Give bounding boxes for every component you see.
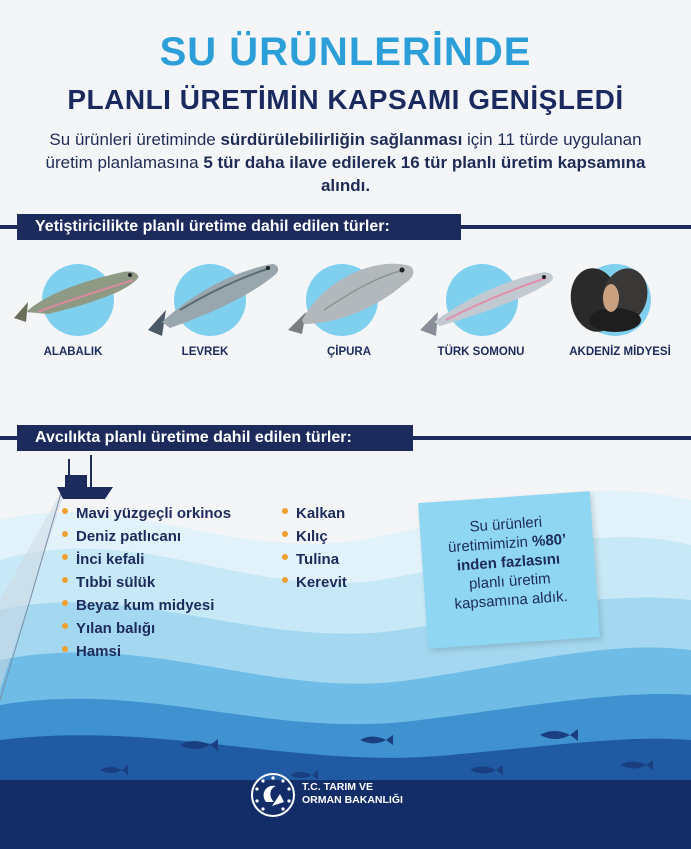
- species-label: ALABALIK: [43, 346, 103, 358]
- fishing-list-left: [62, 502, 282, 663]
- note-line2a: üretimimizin: [447, 533, 533, 557]
- note-text: [418, 491, 597, 616]
- turkish-salmon-icon: [416, 250, 556, 350]
- list-item: Kerevit: [282, 571, 402, 594]
- aquaculture-band: [17, 214, 461, 240]
- intro-part2: sürdürülebilirliğin sağlanması: [220, 130, 463, 149]
- fishing-list-right: [282, 502, 402, 594]
- list-item: Deniz patlıcanı: [62, 525, 282, 548]
- list-item: Kılıç: [282, 525, 402, 548]
- note-line4: planlı üretim: [468, 570, 552, 593]
- list-item: İnci kefali: [62, 548, 282, 571]
- species-cipura: [284, 250, 414, 360]
- highlight-note: [418, 491, 600, 649]
- ministry-name: [302, 781, 403, 807]
- trout-icon: [8, 250, 143, 350]
- species-alabalik: [8, 250, 138, 360]
- title-line1: SU ÜRÜNLERİNDE: [159, 30, 532, 74]
- title-line2: PLANLI ÜRETİMİN KAPSAMI GENİŞLEDİ: [67, 84, 624, 115]
- aquaculture-heading: Yetiştiricilikte planlı üretime dahil edilen türler:: [35, 218, 390, 235]
- species-label: AKDENİZ MİDYESİ: [569, 346, 671, 358]
- species-levrek: [140, 250, 270, 360]
- intro-part1: Su ürünleri üretiminde: [49, 130, 221, 149]
- species-label: TÜRK SOMONU: [437, 346, 525, 358]
- list-item: Hamsi: [62, 640, 282, 663]
- species-akdeniz-midyesi: [555, 250, 685, 360]
- species-turk-somonu: [416, 250, 546, 360]
- list-item: Beyaz kum midyesi: [62, 594, 282, 617]
- intro-part3: için 11 türde uygulanan üretim planlamasına: [45, 130, 642, 172]
- list-item: Yılan balığı: [62, 617, 282, 640]
- fishing-band: [17, 425, 413, 451]
- note-line1: Su ürünleri: [469, 513, 543, 536]
- note-line3-bold: inden fazlasını: [456, 550, 561, 575]
- list-item: Tıbbi sülük: [62, 571, 282, 594]
- fishing-boat-icon: [55, 455, 115, 503]
- species-label: ÇİPURA: [326, 346, 372, 358]
- ministry-emblem-icon: [250, 772, 296, 818]
- fishing-heading: Avcılıkta planlı üretime dahil edilen türler:: [35, 429, 352, 446]
- intro-part4: 5 tür daha ilave edilerek 16 tür planlı üretim kapsamına alındı.: [203, 153, 646, 195]
- list-item: Kalkan: [282, 502, 402, 525]
- mussel-icon: [555, 250, 685, 350]
- seabream-icon: [284, 250, 419, 350]
- ministry-line2: ORMAN BAKANLIĞI: [302, 794, 403, 806]
- list-item: Tulina: [282, 548, 402, 571]
- note-line2b: %80’: [531, 530, 567, 551]
- intro-text: [40, 128, 651, 197]
- list-item: Mavi yüzgeçli orkinos: [62, 502, 282, 525]
- seabass-icon: [140, 250, 280, 350]
- ministry-line1: T.C. TARIM VE: [302, 781, 373, 793]
- species-label: LEVREK: [181, 346, 229, 358]
- note-line5: kapsamına aldık.: [453, 587, 569, 613]
